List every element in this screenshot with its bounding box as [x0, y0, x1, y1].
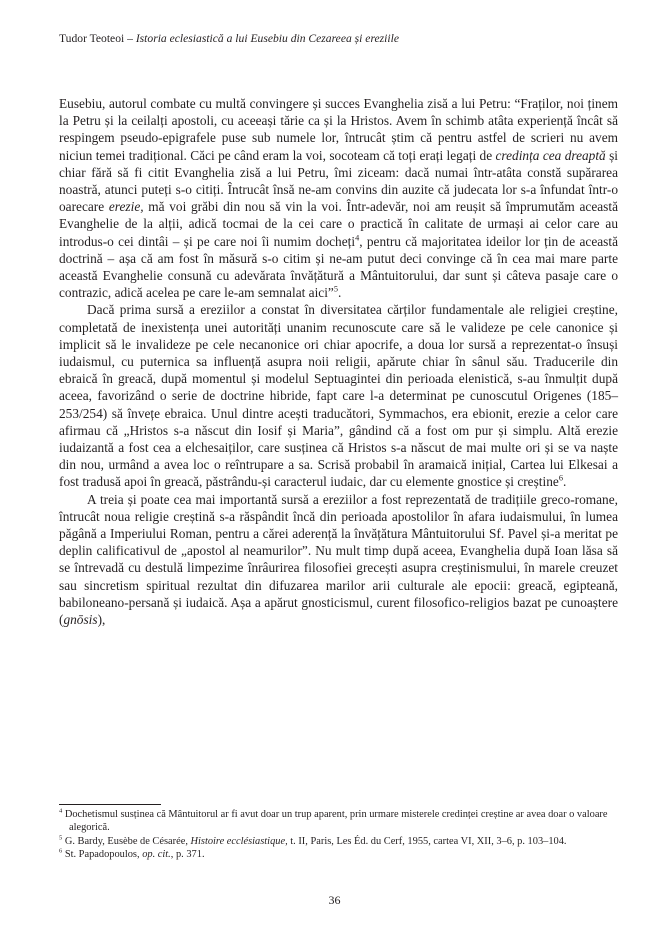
footnote-number: 6 — [59, 847, 63, 855]
italic-run: erezie, — [108, 199, 144, 215]
text-run: , pentru că majoritatea ideilor lor țin de această doctrină – așa că am fost în măsură s-o citim și ne-am putut deci convinge că în cea mai mare parte această Evanghelie consună cu adevărata învățătură a Mântuitorului, dar sunt și câteva pasaje care o contrazic, adică acelea pe care le-am semnalat aici” — [59, 233, 618, 301]
footnote-italic: Histoire ecclésiastique, — [190, 835, 288, 847]
text-run: Eusebiu, autorul combate cu multă convingere și succes Evanghelia zisă a lui Petru: “Fraților, noi ținem la Petru și la ceilalți apostoli, cu aceeași tărie ca și la Hristos. Avem în schimb atâta experiență încât să respingem pseudo-epigrafele puse sub numele lor, întrucât știm că pentru astfel de scrieri nu avem niciun temei tradițional. Căci pe când eram la voi, socoteam că toți erați legați de — [59, 96, 618, 163]
text-run: Dacă prima sursă a ereziilor a constat în diversitatea cărților fundamentale ale religiei creștine, completată de inexistența unei autorități unanim recunoscute care să le valideze pe cele canonice și implicit să le invalideze pe cele necanonice ori chiar apocrife, a doua lor sursă a reprezentat-o însuși iudaismul, cu puternica sa influență asupra noii religii, apărute chiar în sânul său. Traducerile din ebraică în greacă, după momentul și modelul Septuagintei din perioada elenistică, s-au înmulțit după aceea, favorizând o serie de doctrine hibride, fapt care l-a determinat pe cunoscutul Origenes (185–253/254) să învețe ebraica. Unul dintre acești traducători, Symmachos, era ebionit, erezie a celor care afirmau că „Hristos s-a născut din Iosif și Maria”, gândind că a fost om pur și simplu. Altă erezie iudaizantă a fost cea a elchesaiților, care susținea că Hristos s-a născut de mai multe ori și se va naște din nou, urmând a avea loc o reîntrupare a sa. Scrisă probabil în aramaică inițial, Cartea lui Elkesai a fost tradusă apoi în greacă, păstrându-și caracterul iudaic, dar cu elemente gnostice și creștine — [59, 302, 618, 490]
main-text — [59, 95, 618, 628]
footnote-separator — [59, 804, 161, 805]
running-header — [59, 31, 619, 46]
footnote-number: 5 — [59, 834, 63, 842]
footnote-text: Dochetismul susținea că Mântuitorul ar fi avut doar un trup aparent, prin urmare misterele credinței creștine ar avea doar o valoare alegorică. — [62, 809, 608, 834]
footnote-4 — [59, 808, 618, 835]
paragraph-3 — [59, 491, 618, 629]
footnote-text: t. II, Paris, Les Éd. du Cerf, 1955, cartea VI, XII, 3–6, p. 103–104. — [287, 835, 567, 847]
text-run: . — [337, 285, 342, 301]
footnote-6 — [59, 848, 618, 861]
footnote-ref: 5 — [333, 284, 338, 294]
footnote-text: G. Bardy, Eusèbe de Césarée, — [62, 835, 191, 847]
italic-run: credința cea dreaptă — [495, 147, 606, 163]
footnote-5 — [59, 835, 618, 848]
footnote-text: , p. 371. — [170, 848, 205, 860]
paragraph-1 — [59, 95, 618, 301]
footnotes — [59, 808, 618, 861]
page-number: 36 — [328, 893, 341, 907]
text-run: ), — [97, 612, 106, 628]
italic-run: gnōsis — [63, 612, 98, 628]
text-run: mă voi grăbi din nou să vin la voi. Într-adevăr, noi am reușit să împrumutăm această Evanghelie de la alții, adică tocmai de la cei care o practică în calitate de urmași ai celor care au introdus-o cei dintâi – și pe care noi îi numim docheți — [59, 199, 618, 249]
paragraph-2 — [59, 301, 618, 490]
footnote-ref: 4 — [355, 233, 360, 243]
text-run: și chiar fără să fi citit Evanghelia zisă a lui Petru, îmi ziceam: dacă numai într-atâta constă supărarea noastră, atunci puteți s-o citiți. Întrucât însă ne-am convins din auzite că judecata lor s-a înfundat într-o oarecare — [59, 147, 618, 215]
text-run: . — [562, 474, 567, 490]
footnote-ref: 6 — [558, 474, 563, 484]
text-run: A treia și poate cea mai importantă sursă a ereziilor a fost reprezentată de tradițiile greco-romane, întrucât noua religie creștină s-a răspândit încă din perioada apostolilor în afara iudaismului, în lumea păgână a Imperiului Roman, pentru a cărei aderență la învățătura Mântuitorului Sf. Pavel și-a meritat pe deplin calificativul de „apostol al neamurilor”. Nu mult timp după aceea, Evanghelia după Ioan lăsa să se întrevadă cu destulă limpezime înrâurirea filosofiei grecești asupra creștinismului, în marele creuzet sau sincretism spiritual rezultat din difuzarea marilor arii culturale ale epocii: greacă, egipteană, babiloneano-persană și iudaică. Așa a apărut gnosticismul, curent filosofico-religios bazat pe cunoaștere ( — [59, 491, 618, 628]
footnote-italic: op. cit. — [142, 848, 171, 860]
header-book-title: Istoria eclesiastică a lui Eusebiu din Cezareea și ereziile — [135, 32, 399, 45]
footnote-number: 4 — [59, 807, 63, 815]
header-author: Tudor Teoteoi – — [59, 32, 136, 45]
footnote-text: St. Papadopoulos, — [62, 848, 143, 860]
